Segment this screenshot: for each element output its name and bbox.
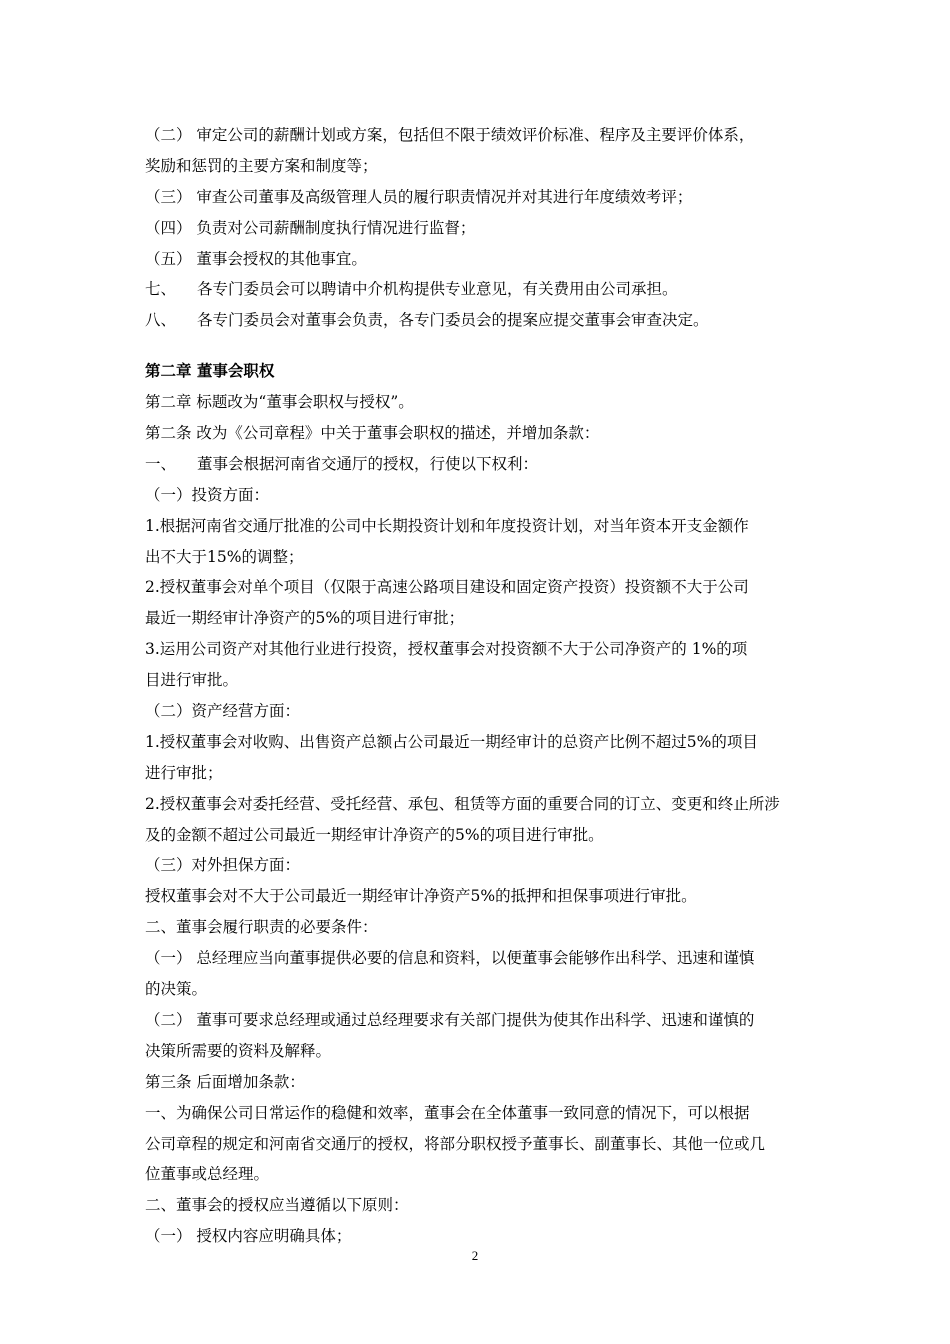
paragraph-line: 的决策。 — [145, 980, 208, 999]
paragraph-line: 第二条 改为《公司章程》中关于董事会职权的描述，并增加条款： — [145, 424, 600, 443]
document-body — [145, 120, 807, 1252]
paragraph-line: 第二章 标题改为“董事会职权与授权”。 — [145, 393, 414, 412]
paragraph-line: 第三条 后面增加条款： — [145, 1072, 305, 1091]
paragraph-line: 及的金额不超过公司最近一期经审计净资产的5%的项目进行审批。 — [145, 825, 604, 844]
paragraph-line: 位董事或总经理。 — [145, 1165, 270, 1184]
paragraph-line: 进行审批； — [145, 763, 223, 782]
item-number: 八、 — [145, 311, 177, 330]
paragraph-line: 奖励和惩罚的主要方案和制度等； — [145, 156, 378, 175]
paragraph-line: （三） 审查公司董事及高级管理人员的履行职责情况并对其进行年度绩效考评； — [145, 187, 693, 206]
paragraph-line: 公司章程的规定和河南省交通厅的授权，将部分职权授予董事长、副董事长、其他一位或几 — [145, 1134, 766, 1153]
paragraph-line: 授权董事会对不大于公司最近一期经审计净资产5%的抵押和担保事项进行审批。 — [145, 887, 697, 906]
paragraph-line: 决策所需要的资料及解释。 — [145, 1041, 332, 1060]
numbered-item-7 — [145, 274, 807, 305]
paragraph-line: 出不大于15%的调整； — [145, 547, 304, 566]
paragraph-line: 最近一期经审计净资产的5%的项目进行审批； — [145, 609, 465, 628]
item-text: 董事会根据河南省交通厅的授权，行使以下权利： — [197, 454, 539, 473]
paragraph-line: （二）资产经营方面： — [145, 702, 301, 721]
paragraph-line: （二） 审定公司的薪酬计划或方案，包括但不限于绩效评价标准、程序及主要评价体系， — [145, 126, 755, 144]
paragraph-line: （五） 董事会授权的其他事宜。 — [145, 249, 367, 268]
chapter-heading: 第二章 董事会职权 — [145, 361, 275, 381]
item-text: 各专门委员会对董事会负责，各专门委员会的提案应提交董事会审查决定。 — [197, 311, 709, 330]
item-number: 一、 — [145, 454, 177, 473]
paragraph-line: （四） 负责对公司薪酬制度执行情况进行监督； — [145, 218, 476, 237]
item-number: 七、 — [145, 280, 177, 299]
paragraph-gap — [145, 336, 807, 356]
item-text: 各专门委员会可以聘请中介机构提供专业意见，有关费用由公司承担。 — [197, 280, 678, 299]
paragraph-line: 2.授权董事会对委托经营、受托经营、承包、租赁等方面的重要合同的订立、变更和终止所涉 — [145, 794, 780, 813]
page-number: 2 — [471, 1248, 479, 1263]
paragraph-line: （一）投资方面： — [145, 485, 270, 504]
numbered-item-1 — [145, 449, 807, 480]
paragraph-line: 一、为确保公司日常运作的稳健和效率，董事会在全体董事一致同意的情况下，可以根据 — [145, 1103, 750, 1122]
paragraph-line: 3.运用公司资产对其他行业进行投资，授权董事会对投资额不大于公司净资产的 1%的项 — [145, 640, 748, 659]
paragraph-line: 二、董事会履行职责的必要条件： — [145, 918, 378, 937]
paragraph-line: （三）对外担保方面： — [145, 856, 301, 875]
paragraph-line: 1.授权董事会对收购、出售资产总额占公司最近一期经审计的总资产比例不超过5%的项目 — [145, 732, 758, 751]
paragraph-line: 1.根据河南省交通厅批准的公司中长期投资计划和年度投资计划，对当年资本开支金额作 — [145, 516, 749, 535]
paragraph-line: （二） 董事可要求总经理或通过总经理要求有关部门提供为使其作出科学、迅速和谨慎的 — [145, 1010, 755, 1029]
paragraph-line: （一） 授权内容应明确具体； — [145, 1227, 352, 1246]
numbered-item-8 — [145, 305, 807, 336]
paragraph-line: 目进行审批。 — [145, 671, 239, 690]
paragraph-line: （一） 总经理应当向董事提供必要的信息和资料，以便董事会能够作出科学、迅速和谨慎 — [145, 949, 755, 968]
paragraph-line: 2.授权董事会对单个项目（仅限于高速公路项目建设和固定资产投资）投资额不大于公司 — [145, 578, 749, 597]
paragraph-line: 二、董事会的授权应当遵循以下原则： — [145, 1196, 409, 1215]
